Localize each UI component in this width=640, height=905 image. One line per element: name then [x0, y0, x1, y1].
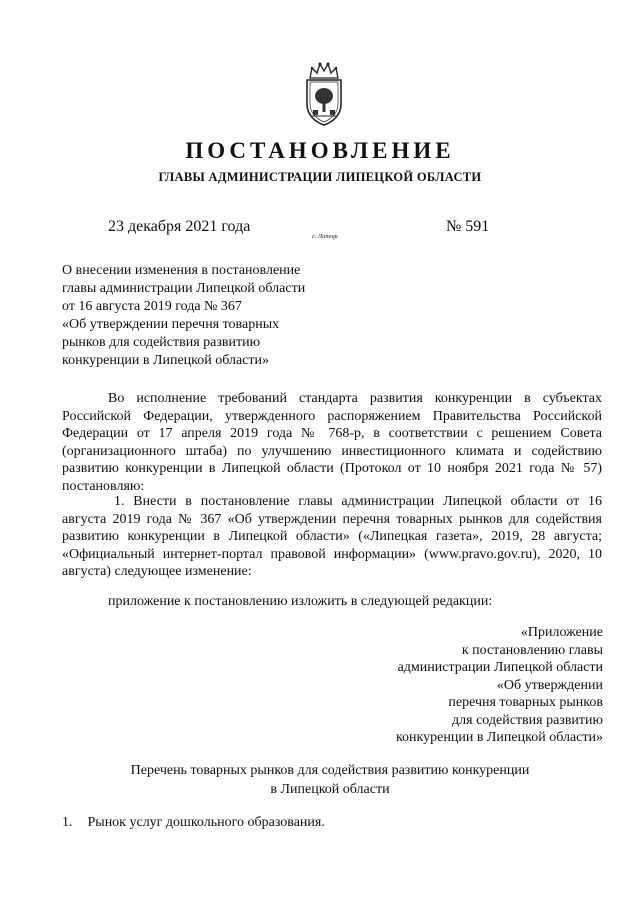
appendix-line: к постановлению главы: [461, 642, 603, 658]
document-number: № 591: [446, 218, 490, 235]
appendix-line: администрации Липецкой области: [397, 660, 603, 675]
list-title-line: Перечень товарных рынков для содействия развитию конкуренции: [130, 763, 530, 778]
subject-line: от 16 августа 2019 года № 367: [62, 299, 242, 314]
appendix-line: перечня товарных рынков: [448, 695, 603, 710]
list-title-line: в Липецкой области: [270, 782, 390, 797]
preamble-paragraph: Во исполнение требований стандарта развития конкуренции в субъектах Российской Федерации, утвержденного распоряжением Правительства Российской Федерации от 17 апреля 2019 года № 768-р, в соответствии с решением Совета (организационного штаба) по улучшению инвестиционного климата и содействию развитию конкуренции в Липецкой области (Протокол от 10 ноября 2021 года № 57) постановляю:: [62, 391, 602, 494]
appendix-line: «Об утверждении: [496, 677, 603, 693]
subject-line: конкуренции в Липецкой области»: [62, 353, 270, 368]
appendix-line: для содействия развитию: [452, 712, 603, 728]
appendix-header: [396, 624, 603, 747]
appendix-line: «Приложение: [520, 625, 603, 640]
list-item-text: Рынок услуг дошкольного образования.: [87, 815, 325, 830]
coat-of-arms-emblem: [300, 60, 348, 128]
clause-1-paragraph: 1. Внести в постановление главы администрации Липецкой области от 16 августа 2019 года № 367 «Об утверждении перечня товарных рынков для содействия развитию конкуренции в Липецкой области» («Липецкая газета», 2019, 28 августа; «Официальный интернет-портал правовой информации» (www.pravo.gov.ru), 2020, 10 августа) следующее изменение:: [62, 494, 602, 579]
subject-line: главы администрации Липецкой области: [62, 281, 306, 296]
document-city: г. Липецк: [312, 233, 338, 240]
subject-line: рынков для содействия развитию: [62, 335, 261, 350]
list-item-number: 1.: [62, 815, 73, 830]
subject-line: О внесении изменения в постановление: [62, 263, 301, 278]
document-title: ПОСТАНОВЛЕНИЕ: [185, 138, 455, 163]
subject-line: «Об утверждении перечня товарных: [62, 317, 280, 332]
list-title: [60, 761, 600, 799]
document-subject: [62, 262, 352, 370]
list-item: [62, 815, 325, 831]
document-date: 23 декабря 2021 года: [108, 218, 251, 235]
appendix-line: конкуренции в Липецкой области»: [395, 730, 603, 745]
clause-1-instruction: приложение к постановлению изложить в следующей редакции:: [108, 594, 493, 609]
document-issuer: ГЛАВЫ АДМИНИСТРАЦИИ ЛИПЕЦКОЙ ОБЛАСТИ: [158, 170, 482, 184]
